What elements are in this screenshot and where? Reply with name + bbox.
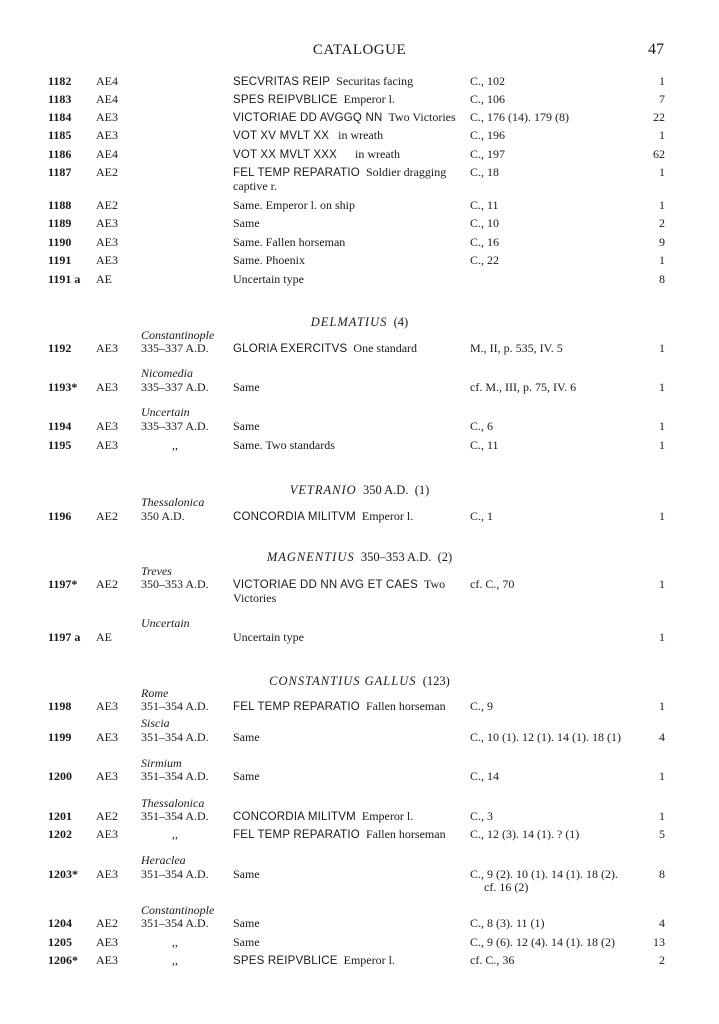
- quantity: 1: [659, 74, 665, 88]
- catalogue-number: 1196: [48, 509, 72, 523]
- catalogue-number: 1191: [48, 253, 72, 267]
- catalogue-number: 1182: [48, 74, 72, 88]
- denomination: AE2: [96, 198, 118, 212]
- date-range: 351–354 A.D.: [141, 769, 209, 783]
- type-description: Uncertain type: [233, 630, 304, 644]
- mint-label: Siscia: [141, 716, 170, 730]
- table-row: [0, 438, 719, 456]
- type-description: Emperor l.: [343, 92, 395, 106]
- denomination: AE: [96, 272, 112, 286]
- type-description: Fallen horseman: [365, 699, 446, 713]
- table-row: [0, 953, 719, 971]
- type-description: in wreath: [338, 128, 384, 142]
- reference: C., 8 (3). 11 (1): [470, 916, 545, 930]
- denomination: AE3: [96, 110, 118, 124]
- reference: C., 16: [470, 235, 500, 249]
- type-description: Uncertain type: [233, 272, 304, 286]
- quantity: 8: [659, 867, 665, 881]
- quantity: 62: [653, 147, 665, 161]
- reverse-legend: CONCORDIA MILITVM: [233, 811, 356, 823]
- mint-label: Sirmium: [141, 756, 182, 770]
- quantity: 1: [659, 630, 665, 644]
- type-description: [233, 699, 446, 714]
- denomination: AE2: [96, 577, 118, 591]
- denomination: AE3: [96, 341, 118, 355]
- quantity: 1: [659, 577, 665, 591]
- reference: C., 197: [470, 147, 506, 161]
- reference: C., 10: [470, 216, 500, 230]
- page-title: CATALOGUE: [312, 42, 407, 58]
- date-range: ,,: [172, 827, 178, 841]
- quantity: 1: [659, 253, 665, 267]
- type-description: [233, 92, 395, 107]
- table-row: [0, 419, 719, 437]
- table-row: [0, 699, 719, 717]
- type-description: Two Victories: [388, 110, 456, 124]
- reference: C., 10 (1). 12 (1). 14 (1). 18 (1): [470, 730, 621, 744]
- type-description: [233, 509, 413, 524]
- quantity: 1: [659, 341, 665, 355]
- type-description: Same. Fallen horseman: [233, 235, 346, 249]
- date-range: 351–354 A.D.: [141, 916, 209, 930]
- catalogue-number: 1186: [48, 147, 72, 161]
- section-title-vetranio: VETRANIO 350 A.D. (1): [289, 483, 430, 497]
- date-range: 335–337 A.D.: [141, 380, 209, 394]
- table-row: [0, 92, 719, 110]
- type-description: Same: [233, 730, 260, 744]
- mint-label: Uncertain: [141, 616, 190, 630]
- reverse-legend: VICTORIAE DD NN AVG ET CAES: [233, 579, 418, 591]
- date-range: 335–337 A.D.: [141, 419, 209, 433]
- denomination: AE3: [96, 827, 118, 841]
- table-row: [0, 235, 719, 253]
- type-description: Emperor l.: [361, 509, 414, 523]
- denomination: AE3: [96, 438, 118, 452]
- reference: C., 14: [470, 769, 500, 783]
- reference: C., 196: [470, 128, 506, 142]
- reference: cf. C., 70: [470, 577, 515, 591]
- mint-label: Constantinople: [141, 328, 215, 342]
- denomination: AE3: [96, 419, 118, 433]
- denomination: AE4: [96, 92, 118, 106]
- catalogue-number: 1183: [48, 92, 72, 106]
- type-description: [233, 128, 383, 143]
- type-description: in wreath: [354, 147, 400, 161]
- table-row-continuation: [0, 591, 719, 609]
- reverse-legend: GLORIA EXERCITVS: [233, 343, 348, 355]
- type-description: [233, 110, 456, 125]
- catalogue-number: 1190: [48, 235, 72, 249]
- section-title-magnentius: MAGNENTIUS 350–353 A.D. (2): [266, 550, 453, 564]
- date-range: 351–354 A.D.: [141, 809, 209, 823]
- catalogue-number: 1204: [48, 916, 72, 930]
- denomination: AE2: [96, 916, 118, 930]
- table-row: [0, 730, 719, 748]
- quantity: 13: [653, 935, 665, 949]
- catalogue-number: 1198: [48, 699, 72, 713]
- catalogue-number: 1206*: [48, 953, 78, 967]
- reference: C., 11: [470, 438, 499, 452]
- denomination: AE2: [96, 165, 118, 179]
- mint-label: Heraclea: [141, 853, 186, 867]
- table-row: [0, 341, 719, 359]
- reference: C., 106: [470, 92, 506, 106]
- date-range: ,,: [172, 953, 178, 967]
- mint-label: Thessalonica: [141, 495, 205, 509]
- table-row: [0, 380, 719, 398]
- reverse-legend: SPES REIPVBLICE: [233, 955, 338, 967]
- table-row: [0, 916, 719, 934]
- denomination: AE: [96, 630, 112, 644]
- quantity: 1: [659, 198, 665, 212]
- catalogue-number: 1199: [48, 730, 72, 744]
- reference: C., 6: [470, 419, 494, 433]
- reverse-legend: SECVRITAS REIP: [233, 76, 331, 88]
- type-description: [233, 341, 417, 356]
- reference: C., 9 (2). 10 (1). 14 (1). 18 (2).: [470, 867, 618, 881]
- type-description: Soldier dragging: [365, 165, 447, 179]
- mint-label: Treves: [141, 564, 172, 578]
- type-description: [233, 577, 445, 592]
- denomination: AE3: [96, 235, 118, 249]
- reference: C., 176 (14). 179 (8): [470, 110, 569, 124]
- reference: cf. C., 36: [470, 953, 515, 967]
- catalogue-number: 1194: [48, 419, 72, 433]
- denomination: AE3: [96, 769, 118, 783]
- type-description: [233, 809, 413, 824]
- catalogue-number: 1188: [48, 198, 72, 212]
- quantity: 5: [659, 827, 665, 841]
- quantity: 22: [653, 110, 665, 124]
- page-number: 47: [648, 41, 664, 58]
- reference: C., 18: [470, 165, 500, 179]
- denomination: AE3: [96, 867, 118, 881]
- type-description: Same: [233, 769, 260, 783]
- catalogue-number: 1203*: [48, 867, 78, 881]
- mint-label: Nicomedia: [141, 366, 193, 380]
- date-range: 351–354 A.D.: [141, 699, 209, 713]
- table-row: [0, 630, 719, 648]
- table-row: [0, 110, 719, 128]
- quantity: 1: [659, 769, 665, 783]
- catalogue-number: 1195: [48, 438, 72, 452]
- table-row-continuation: [0, 179, 719, 197]
- denomination: AE2: [96, 809, 118, 823]
- reverse-legend: FEL TEMP REPARATIO: [233, 167, 360, 179]
- table-row: [0, 198, 719, 216]
- catalogue-number: 1197 a: [48, 630, 81, 644]
- reference: C., 9 (6). 12 (4). 14 (1). 18 (2): [470, 935, 615, 949]
- denomination: AE3: [96, 699, 118, 713]
- type-description: Victories: [233, 591, 277, 605]
- reverse-legend: FEL TEMP REPARATIO: [233, 701, 360, 713]
- reference: C., 11: [470, 198, 499, 212]
- table-row: [0, 147, 719, 165]
- mint-label: Thessalonica: [141, 796, 205, 810]
- quantity: 2: [659, 953, 665, 967]
- reverse-legend: VOT XV MVLT XX: [233, 130, 330, 142]
- denomination: AE3: [96, 730, 118, 744]
- quantity: 4: [659, 730, 665, 744]
- catalogue-number: 1193*: [48, 380, 78, 394]
- type-description: Two: [423, 577, 446, 591]
- date-range: 350 A.D.: [141, 509, 185, 523]
- catalogue-number: 1205: [48, 935, 72, 949]
- type-description: Same: [233, 380, 260, 394]
- reference: C., 9: [470, 699, 494, 713]
- type-description: Same. Emperor l. on ship: [233, 198, 355, 212]
- date-range: 351–354 A.D.: [141, 867, 209, 881]
- type-description: Same: [233, 916, 260, 930]
- reference: C., 1: [470, 509, 494, 523]
- quantity: 2: [659, 216, 665, 230]
- type-description: [233, 953, 395, 968]
- date-range: 335–337 A.D.: [141, 341, 209, 355]
- mint-label: Constantinople: [141, 903, 215, 917]
- reverse-legend: FEL TEMP REPARATIO: [233, 829, 360, 841]
- reverse-legend: VOT XX MVLT XXX: [233, 149, 337, 161]
- date-range: ,,: [172, 438, 178, 452]
- quantity: 1: [659, 509, 665, 523]
- table-row: [0, 809, 719, 827]
- catalogue-number: 1191 a: [48, 272, 81, 286]
- date-range: 350–353 A.D.: [141, 577, 209, 591]
- type-description: [233, 147, 400, 162]
- type-description: Same. Two standards: [233, 438, 335, 452]
- type-description: [233, 74, 413, 89]
- type-description: [233, 165, 446, 180]
- denomination: AE3: [96, 216, 118, 230]
- catalogue-number: 1192: [48, 341, 72, 355]
- reverse-legend: SPES REIPVBLICE: [233, 94, 338, 106]
- table-row: [0, 272, 719, 290]
- type-description: Fallen horseman: [365, 827, 446, 841]
- type-description: Securitas facing: [336, 74, 414, 88]
- denomination: AE4: [96, 147, 118, 161]
- reverse-legend: VICTORIAE DD AVGGQ NN: [233, 112, 383, 124]
- catalogue-number: 1189: [48, 216, 72, 230]
- catalogue-number: 1197*: [48, 577, 78, 591]
- table-row: [0, 253, 719, 271]
- mint-label: Uncertain: [141, 405, 190, 419]
- type-description: captive r.: [233, 179, 277, 193]
- type-description: Emperor l.: [343, 953, 395, 967]
- quantity: 1: [659, 128, 665, 142]
- quantity: 7: [659, 92, 665, 106]
- type-description: Same: [233, 216, 260, 230]
- denomination: AE4: [96, 74, 118, 88]
- table-row: [0, 935, 719, 953]
- reference: C., 3: [470, 809, 494, 823]
- table-row: [0, 216, 719, 234]
- denomination: AE3: [96, 128, 118, 142]
- quantity: 9: [659, 235, 665, 249]
- quantity: 1: [659, 419, 665, 433]
- catalogue-number: 1185: [48, 128, 72, 142]
- table-row: [0, 769, 719, 787]
- section-title-gallus: CONSTANTIUS GALLUS (123): [269, 674, 450, 688]
- catalogue-number: 1184: [48, 110, 72, 124]
- quantity: 8: [659, 272, 665, 286]
- date-range: ,,: [172, 935, 178, 949]
- table-row: [0, 128, 719, 146]
- table-row: [0, 509, 719, 527]
- reference: cf. 16 (2): [484, 880, 529, 894]
- mint-label: Rome: [141, 686, 169, 700]
- denomination: AE3: [96, 935, 118, 949]
- type-description: Same: [233, 867, 260, 881]
- reference: M., II, p. 535, IV. 5: [470, 341, 563, 355]
- quantity: 4: [659, 916, 665, 930]
- catalogue-number: 1187: [48, 165, 72, 179]
- denomination: AE2: [96, 509, 118, 523]
- catalogue-number: 1200: [48, 769, 72, 783]
- quantity: 1: [659, 438, 665, 452]
- type-description: One standard: [353, 341, 418, 355]
- denomination: AE3: [96, 380, 118, 394]
- date-range: 351–354 A.D.: [141, 730, 209, 744]
- reverse-legend: CONCORDIA MILITVM: [233, 511, 356, 523]
- type-description: Same: [233, 419, 260, 433]
- type-description: Same: [233, 935, 260, 949]
- table-row: [0, 74, 719, 92]
- reference: C., 22: [470, 253, 500, 267]
- type-description: Emperor l.: [361, 809, 414, 823]
- table-row: [0, 827, 719, 845]
- type-description: [233, 827, 446, 842]
- quantity: 1: [659, 809, 665, 823]
- catalogue-number: 1202: [48, 827, 72, 841]
- table-row-continuation: [0, 880, 719, 898]
- reference: C., 12 (3). 14 (1). ? (1): [470, 827, 580, 841]
- catalogue-number: 1201: [48, 809, 72, 823]
- section-title-delmatius: DELMATIUS (4): [310, 315, 409, 329]
- quantity: 1: [659, 165, 665, 179]
- denomination: AE3: [96, 253, 118, 267]
- type-description: Same. Phoenix: [233, 253, 305, 267]
- denomination: AE3: [96, 953, 118, 967]
- reference: cf. M., III, p. 75, IV. 6: [470, 380, 577, 394]
- quantity: 1: [659, 380, 665, 394]
- reference: C., 102: [470, 74, 506, 88]
- quantity: 1: [659, 699, 665, 713]
